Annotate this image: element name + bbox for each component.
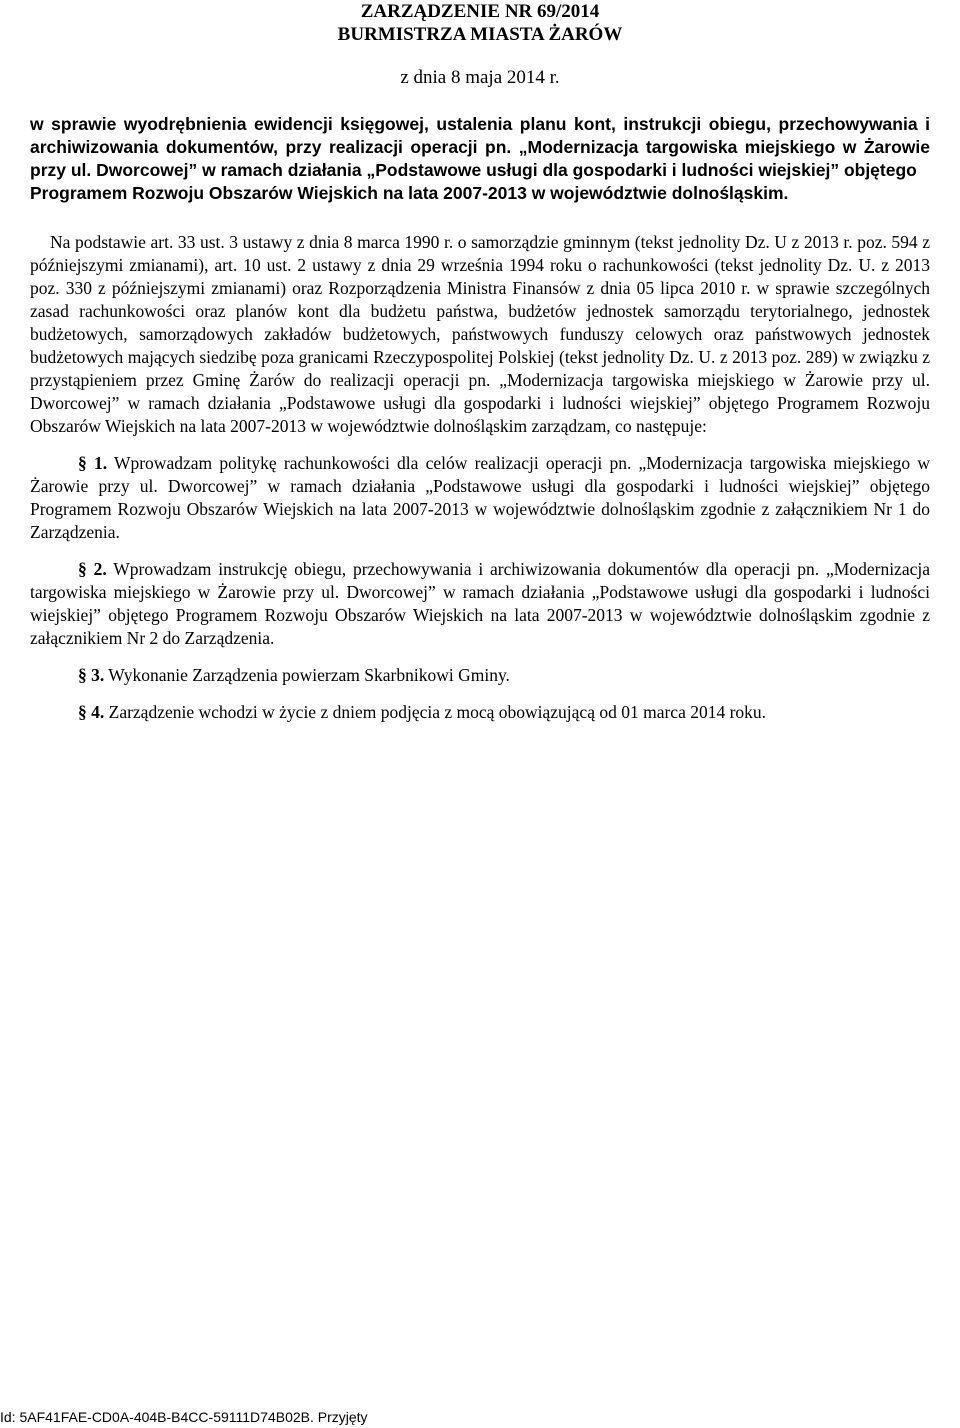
paragraph-4 xyxy=(30,701,930,724)
paragraph-number: § 2. xyxy=(78,559,107,579)
paragraph-text: Zarządzenie wchodzi w życie z dniem podjęcia z mocą obowiązującą od 01 marca 2014 roku. xyxy=(104,702,767,722)
document-subject xyxy=(30,113,930,205)
paragraph-text: Wprowadzam instrukcję obiegu, przechowywania i archiwizowania dokumentów dla operacji pn. „Modernizacja targowiska miejskiego w Żarowie przy ul. Dworcowej” w ramach działania „Podstawowe usługi dla gospodarki i ludności wiejskiej” objętego Programem Rozwoju Obszarów Wiejskich na lata 2007-2013 w województwie dolnośląskim zgodnie z załącznikiem Nr 2 do Zarządzenia. xyxy=(30,559,930,648)
document-date: z dnia 8 maja 2014 r. xyxy=(400,67,560,88)
document-id-footer: Id: 5AF41FAE-CD0A-404B-B4CC-59111D74B02B. Przyjęty xyxy=(0,1409,368,1425)
title-line-2: BURMISTRZA MIASTA ŻARÓW xyxy=(337,24,623,45)
paragraph-1 xyxy=(30,452,930,544)
subject-text: w sprawie wyodrębnienia ewidencji księgowej, ustalenia planu kont, instrukcji obiegu, przechowywania i archiwizowania dokumentów, przy realizacji operacji pn. „Modernizacja targowiska miejskiego w Żarowie przy ul. Dworcowej” w ramach działania „Podstawowe usługi dla gospodarki i ludności wiejskiej” objętego xyxy=(30,114,930,180)
paragraph-3 xyxy=(30,664,930,687)
title-line-1: ZARZĄDZENIE NR 69/2014 xyxy=(360,1,600,22)
paragraph-text: Wykonanie Zarządzenia powierzam Skarbnikowi Gminy. xyxy=(104,665,510,685)
paragraph-number: § 3. xyxy=(78,665,105,685)
document-page xyxy=(30,0,930,724)
paragraph-number: § 1. xyxy=(78,453,108,473)
legal-basis-preamble: Na podstawie art. 33 ust. 3 ustawy z dnia 8 marca 1990 r. o samorządzie gminnym (tekst jednolity Dz. U z 2013 r. poz. 594 z późniejszymi zmianami), art. 10 ust. 2 ustawy z dnia 29 września 1994 roku o rachunkowości (tekst jednolity Dz. U. z 2013 poz. 330 z późniejszymi zmianami) oraz Rozporządzenia Ministra Finansów z dnia 05 lipca 2010 r. w sprawie szczególnych zasad rachunkowości oraz planów kont dla budżetu państwa, budżetów jednostek samorządu terytorialnego, jednostek budżetowych, samorządowych zakładów budżetowych, państwowych funduszy celowych oraz państwowych jednostek budżetowych mających siedzibę poza granicami Rzeczypospolitej Polskiej (tekst jednolity Dz. U. z 2013 poz. 289) w związku z przystąpieniem przez Gminę Żarów do realizacji operacji pn. „Modernizacja targowiska miejskiego w Żarowie przy ul. Dworcowej” w ramach działania „Podstawowe usługi dla gospodarki i ludności wiejskiej” objętego Programem Rozwoju Obszarów Wiejskich na lata 2007-2013 w województwie dolnośląskim zarządzam, co następuje: xyxy=(30,232,930,436)
subject-last-line: Programem Rozwoju Obszarów Wiejskich na lata 2007-2013 w województwie dolnośląskim. xyxy=(30,183,789,203)
paragraph-number: § 4. xyxy=(78,702,105,722)
paragraph-text: Wprowadzam politykę rachunkowości dla celów realizacji operacji pn. „Modernizacja targowiska miejskiego w Żarowie przy ul. Dworcowej” w ramach działania „Podstawowe usługi dla gospodarki i ludności wiejskiej” objętego Programem Rozwoju Obszarów Wiejskich na lata 2007-2013 w województwie dolnośląskim zgodnie z załącznikiem Nr 1 do Zarządzenia. xyxy=(30,453,930,542)
paragraph-2 xyxy=(30,558,930,650)
document-title xyxy=(30,0,930,46)
